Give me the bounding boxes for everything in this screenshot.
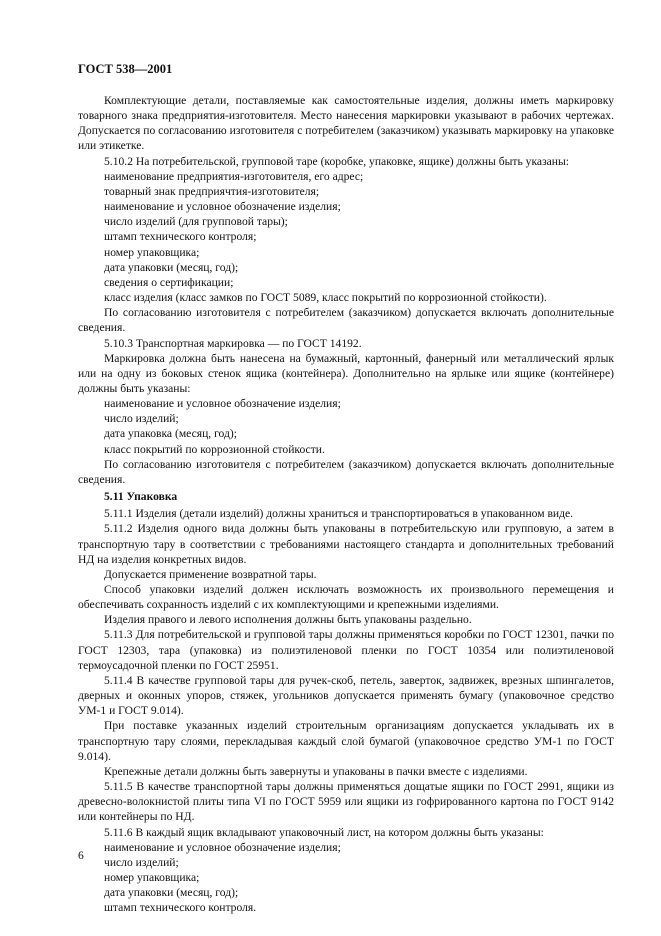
list-item: число изделий (для групповой тары); (104, 215, 288, 229)
document-header: ГОСТ 538—2001 (78, 62, 173, 76)
paragraph: 5.10.3 Транспортная маркировка — по ГОСТ 14192. (104, 336, 362, 350)
list-item: номер упаковщика; (104, 870, 200, 884)
paragraph: Крепежные детали должны быть завернуты и упакованы в пачки вместе с изделиями. (104, 764, 528, 778)
paragraph: 5.10.2 На потребительской, групповой таре (коробке, упаковке, ящике) должны быть указаны: (104, 154, 570, 168)
paragraph: 5.11.3 Для потребительской и групповой тары должны применяться коробки по ГОСТ 12301, пачки по ГОСТ 12303, тара (упаковка) из полиэтиленовой пленки по ГОСТ 10354 или полиэтиленовой термоусадочной пленки по ГОСТ 25951. (78, 628, 614, 672)
paragraph: По согласованию изготовителя с потребителем (заказчиком) допускается включать дополнительные сведения. (78, 457, 614, 486)
list-item: штамп технического контроля. (104, 901, 257, 915)
list-item: наименование и условное обозначение изделия; (104, 200, 341, 214)
paragraph: Комплектующие детали, поставляемые как самостоятельные изделия, должны иметь маркировку товарного знака предприятия-изготовителя. Место нанесения маркировки указывают в рабочих чертежах. Допускается по согласованию изготовителя с потребителем (заказчиком) указывать маркировку на упаковке или этикетке. (78, 94, 614, 153)
list-item: класс покрытий по коррозионной стойкости. (104, 442, 325, 456)
list-item: число изделий; (104, 855, 179, 869)
paragraph: 5.11.4 В качестве групповой тары для ручек-скоб, петель, заверток, задвижек, врезных шпингалетов, дверных и оконных упоров, стяжек, угольников допускается применять бумагу (упаковочное средство УМ-1 и ГОСТ 9.014). (78, 673, 614, 718)
list-item: класс изделия (класс замков по ГОСТ 5089, класс покрытий по коррозионной стойкости). (104, 291, 547, 305)
paragraph: 5.11.1 Изделия (детали изделий) должны храниться и транспортироваться в упакованном виде. (104, 507, 574, 521)
paragraph: Допускается применение возвратной тары. (104, 567, 317, 581)
list-item: наименование и условное обозначение изделия; (104, 397, 341, 411)
list-item: товарный знак предприячтия-изготовителя; (104, 184, 320, 198)
list-item: дата упаковки (месяц, год); (104, 886, 239, 900)
list-item: число изделий; (104, 412, 179, 426)
paragraph: 5.11.6 В каждый ящик вкладывают упаковочный лист, на котором должны быть указаны: (104, 825, 544, 839)
list-item: наименование и условное обозначение изделия; (104, 840, 341, 854)
paragraph: Способ упаковки изделий должен исключать возможность их произвольного перемещения и обеспечивать сохранность изделий с их комплектующими и крепежными изделиями. (78, 583, 614, 612)
list-item: сведения о сертификации; (104, 275, 234, 289)
paragraph: Изделия правого и левого исполнения должны быть упакованы раздельно. (104, 613, 472, 627)
paragraph: 5.11.5 В качестве транспортной тары должны применяться дощатые ящики по ГОСТ 2991, ящики из древесно-волокнистой плиты типа VI по ГОСТ 5959 или ящики из гофрированного картона по ГОСТ 9142 или контейнеры по НД. (78, 780, 614, 824)
list-item: номер упаковщика; (104, 245, 200, 259)
list-item: штамп технического контроля; (104, 230, 257, 244)
list-item: наименование предприятия-изготовителя, его адрес; (104, 169, 364, 183)
document-body (78, 93, 614, 915)
section-heading: 5.11 Упаковка (104, 490, 178, 504)
page-number: 6 (78, 849, 84, 862)
paragraph: Маркировка должна быть нанесена на бумажный, картонный, фанерный или металлический ярлык или на одну из боковых стенок ящика (контейнера). Дополнительно на ярлыке или ящике (контейнере) должны быть указаны: (78, 351, 614, 395)
paragraph: По согласованию изготовителя с потребителем (заказчиком) допускается включать дополнительные сведения. (78, 306, 614, 335)
paragraph: 5.11.2 Изделия одного вида должны быть упакованы в потребительскую или групповую, а затем в транспортную тару в соответствии с требованиями настоящего стандарта и дополнительных требований НД на изделия конкретных видов. (78, 522, 614, 566)
list-item: дата упаковка (месяц, год); (104, 427, 237, 441)
list-item: дата упаковки (месяц, год); (104, 260, 239, 274)
paragraph: При поставке указанных изделий строительным организациям допускается укладывать их в транспортную тару слоями, перекладывая каждый слой бумагой (упаковочное средство УМ-1 по ГОСТ 9.014). (78, 719, 614, 763)
